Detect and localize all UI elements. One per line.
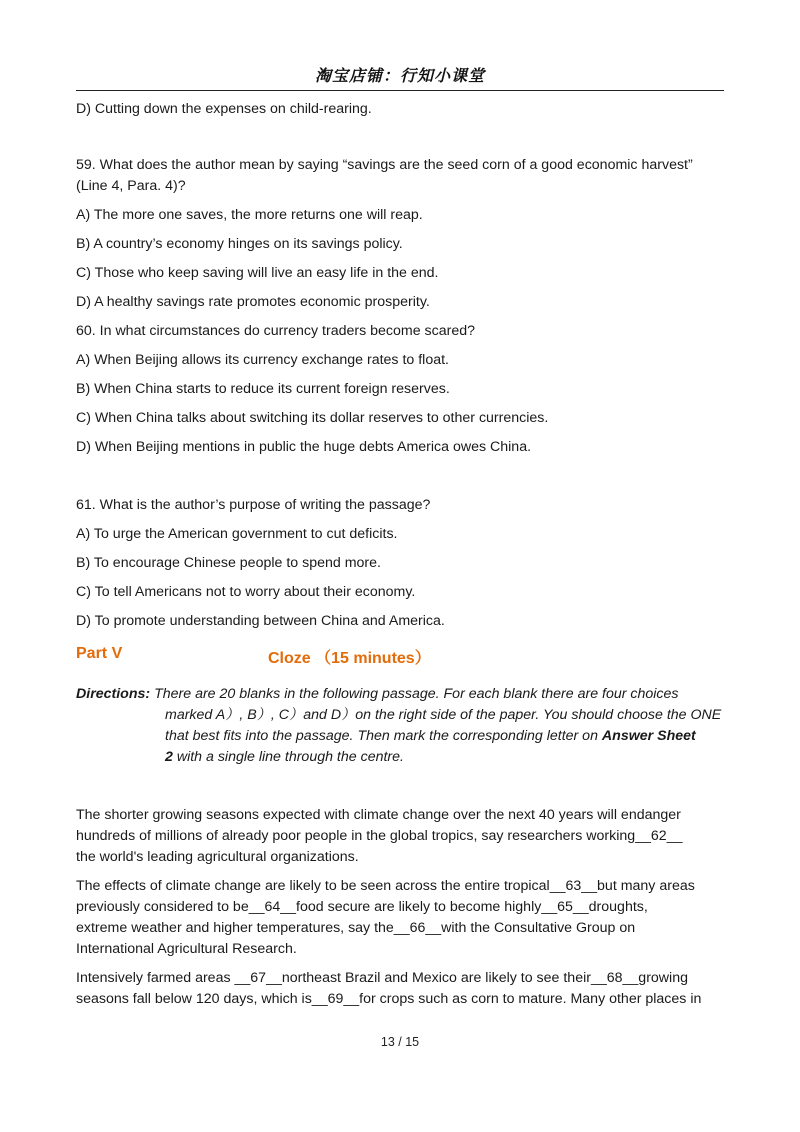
passage-p2-line3: extreme weather and higher temperatures, say the__66__with the Consultative Group on: [76, 920, 636, 936]
page-header-title: 淘宝店铺：行知小课堂: [314, 66, 485, 85]
q60-option-c: C) When China talks about switching its dollar reserves to other currencies.: [76, 410, 549, 426]
q61-option-a: A) To urge the American government to cut deficits.: [76, 526, 398, 542]
q59-option-b: B) A country’s economy hinges on its savings policy.: [76, 236, 403, 252]
answer-sheet-label: Answer Sheet: [601, 728, 696, 744]
passage-p1-line1: The shorter growing seasons expected with climate change over the next 40 years will endanger: [76, 807, 681, 823]
directions-line1: [76, 686, 679, 703]
directions-text-1: There are 20 blanks in the following passage. For each blank there are four choices: [154, 686, 679, 702]
passage-p2-line1: The effects of climate change are likely to be seen across the entire tropical__63__but many areas: [76, 878, 695, 894]
q59-option-c: C) Those who keep saving will live an easy life in the end.: [76, 265, 439, 281]
answer-sheet-number: 2: [165, 749, 173, 765]
directions-line2: marked A）, B）, C）and D）on the right side of the paper. You should choose the ONE: [165, 707, 722, 723]
directions-text-3: that best fits into the passage. Then mark the corresponding letter on: [165, 728, 602, 744]
q60-option-a: A) When Beijing allows its currency exchange rates to float.: [76, 352, 449, 368]
q61-stem: 61. What is the author’s purpose of writing the passage?: [76, 497, 431, 513]
part-title: Cloze （15 minutes）: [268, 650, 431, 667]
directions-label: Directions:: [76, 686, 151, 702]
passage-p1-line2: hundreds of millions of already poor people in the global tropics, say researchers working__62__: [76, 828, 683, 844]
q61-option-c: C) To tell Americans not to worry about their economy.: [76, 584, 416, 600]
q59-stem-line2: (Line 4, Para. 4)?: [76, 178, 186, 194]
page-number: 13 / 15: [380, 1035, 420, 1049]
q60-option-d: D) When Beijing mentions in public the huge debts America owes China.: [76, 439, 532, 455]
directions-line3: [165, 728, 696, 745]
passage-p3-line2: seasons fall below 120 days, which is__69__for crops such as corn to mature. Many other places in: [76, 991, 702, 1007]
q60-option-b: B) When China starts to reduce its current foreign reserves.: [76, 381, 450, 397]
q59-option-d: D) A healthy savings rate promotes economic prosperity.: [76, 294, 430, 310]
q61-option-d: D) To promote understanding between China and America.: [76, 613, 445, 629]
passage-p2-line4: International Agricultural Research.: [76, 941, 297, 957]
passage-p1-line3: the world's leading agricultural organizations.: [76, 849, 359, 865]
q61-option-b: B) To encourage Chinese people to spend more.: [76, 555, 381, 571]
q58-option-d: D) Cutting down the expenses on child-rearing.: [76, 101, 372, 117]
q59-option-a: A) The more one saves, the more returns one will reap.: [76, 207, 423, 223]
part-label: Part V: [76, 645, 123, 662]
q60-stem: 60. In what circumstances do currency traders become scared?: [76, 323, 476, 339]
passage-p3-line1: Intensively farmed areas __67__northeast Brazil and Mexico are likely to see their__68__growing: [76, 970, 688, 986]
directions-text-4: with a single line through the centre.: [172, 749, 404, 765]
q59-stem-line1: 59. What does the author mean by saying “savings are the seed corn of a good economic harvest”: [76, 157, 693, 173]
directions-line4: [165, 749, 404, 766]
passage-p2-line2: previously considered to be__64__food secure are likely to become highly__65__droughts,: [76, 899, 648, 915]
header-divider: [76, 90, 724, 91]
